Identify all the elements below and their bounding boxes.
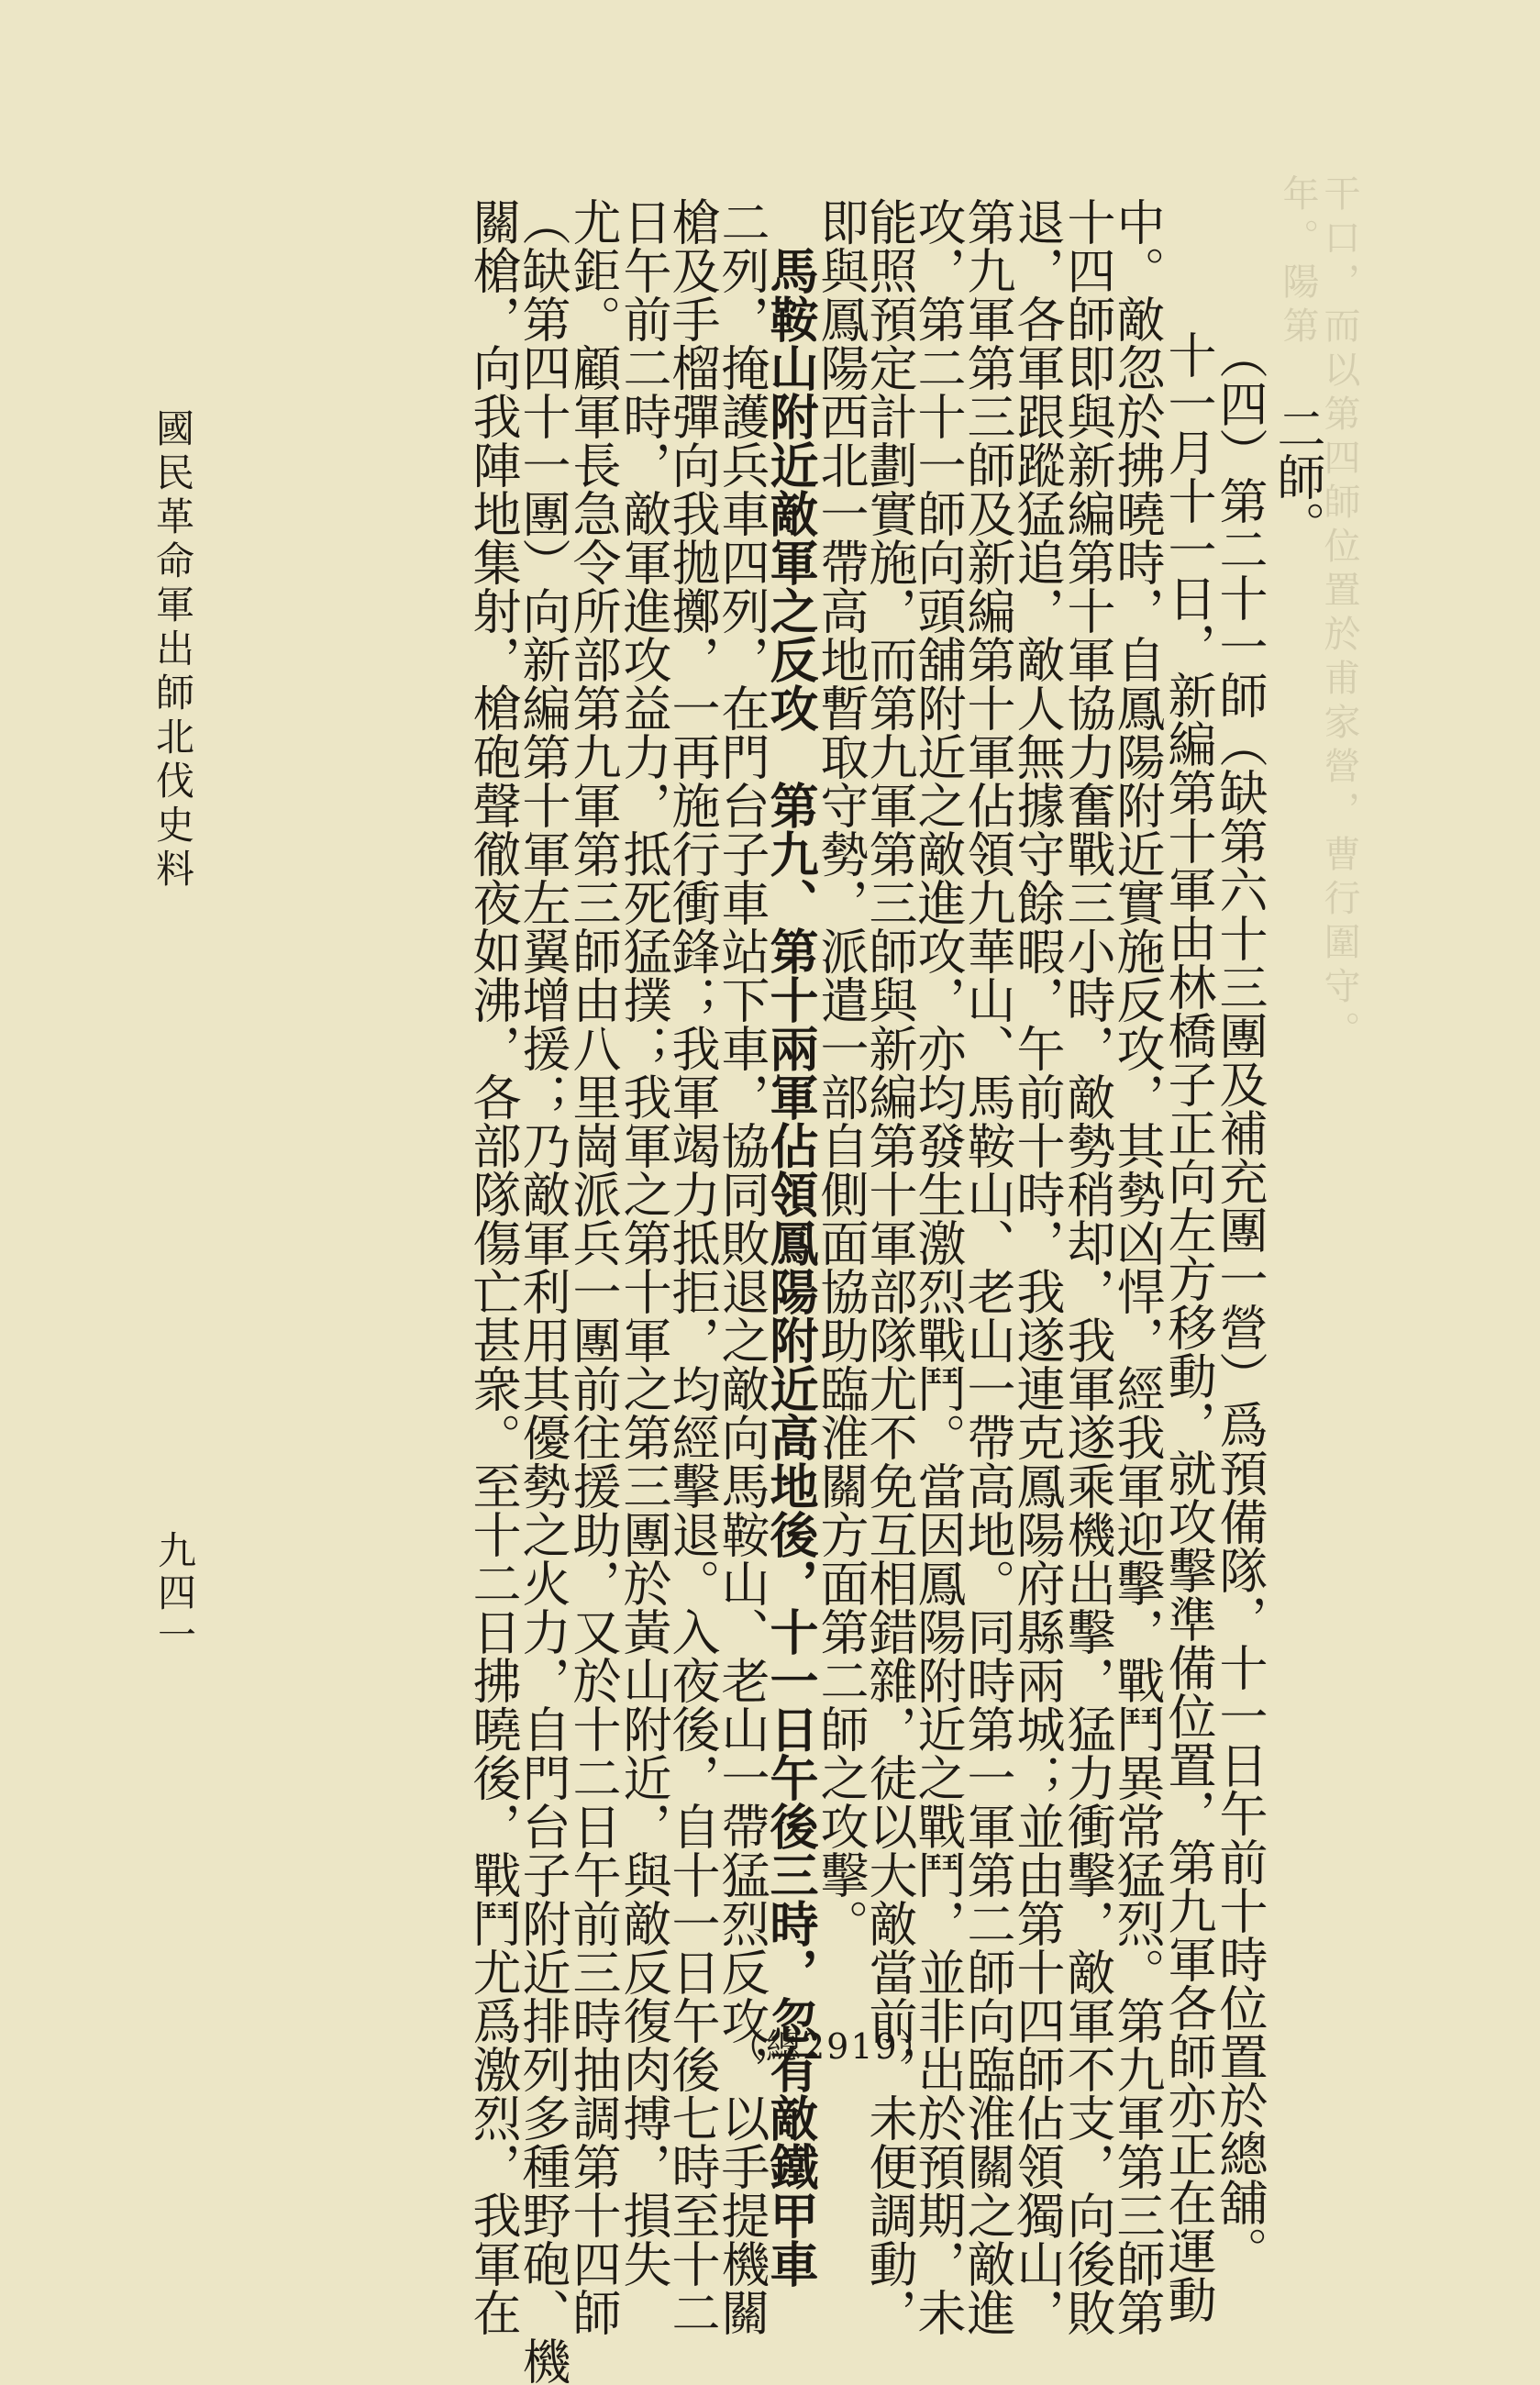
text-column: （四）第二十一師（缺第六十三團及補充團一營）爲預備隊，十一日午前十時位置於總舖。 [1212,330,1268,2275]
text-column: 尤鉅。顧軍長急令所部第九軍第三師由八里崗派兵一團前往援助，又於十二日午前三時抽調第十四師 [565,197,621,2336]
text-column: 攻，第二十一師向頭舖附近之敵進攻，亦均發生激烈戰鬥。當因鳳陽附近之戰鬥，並非出於預期，未 [910,197,966,2336]
bleed-through-text: 年。陽第 [1277,174,1319,350]
text-column: 槍及手榴彈向我拋擲，一再施行衝鋒；我軍竭力抵拒，均經擊退。入夜後，自十一日午後七時至十二 [664,197,720,2336]
book-title: 國民革命軍出師北伐史料 [150,408,195,893]
total-page-number: （總2919） [729,2026,936,2067]
text-column: 退，各軍跟蹤猛追，敵人無據守餘暇，午前十時，我遂連克鳳陽府縣兩城；並由第十四師佔領獨山， [1009,197,1065,2336]
text-column: 十四師即與新編第十軍協力奮戰三小時，敵勢稍却，我軍遂乘機出擊，猛力衝擊，敵軍不支，向後敗 [1059,197,1115,2336]
page-number: 九四一 [152,1530,197,1657]
text-column: 二列，掩護兵車四列，在門台子車站下車，協同敗退之敵向馬鞍山、老山一帶猛烈反攻，以手提機關 [714,197,770,2336]
text-column: （缺第四十一團）向新編第十軍左翼增援；乃敵軍利用其優勢之火力，自門台子附近排列多種野砲、機 [515,197,571,2385]
text-column: 即與鳳陽西北一帶高地暫取守勢，派遣一部自側面協助臨淮關方面第二師之攻擊。 [813,197,869,1947]
text-column: 能照預定計劃實施，而第九軍第三師與新編第十軍部隊尤不免互相錯雜，徒以大敵當前，未便調動， [861,197,917,2336]
text-column: 關槍，向我陣地集射，槍砲聲徹夜如沸，各部隊傷亡甚衆。至十二日拂曉後，戰鬥尤爲激烈，我軍在 [465,197,521,2336]
bleed-through-text: 干口，而以第四師位置於甫家營，曹行圍守。 [1318,174,1360,1055]
section-heading-column: 馬鞍山附近敵軍之反攻 第九、第十兩軍佔領鳳陽附近高地後，十一日午後三時，忽有敵鐵甲車 [762,197,819,2288]
text-column: 中。敵忽於拂曉時，自鳳陽附近實施反攻，其勢凶悍，經我軍迎擊，戰鬥異常猛烈。第九軍第三師第 [1109,197,1165,2336]
text-column: 十一月十一日，新編第十軍由林橋子正向左方移動，就攻擊準備位置，第九軍各師亦正在運動 [1160,330,1216,2324]
text-column: 日午前二時，敵軍進攻益力，抵死猛撲；我軍之第十軍之第三團於黃山附近，與敵反復肉搏，損失 [615,197,671,2288]
text-column: 二師。 [1269,404,1325,549]
text-column: 第九軍第三師及新編第十軍佔領九華山、馬鞍山、老山一帶高地。同時第一軍第二師向臨淮關之敵進 [959,197,1015,2336]
